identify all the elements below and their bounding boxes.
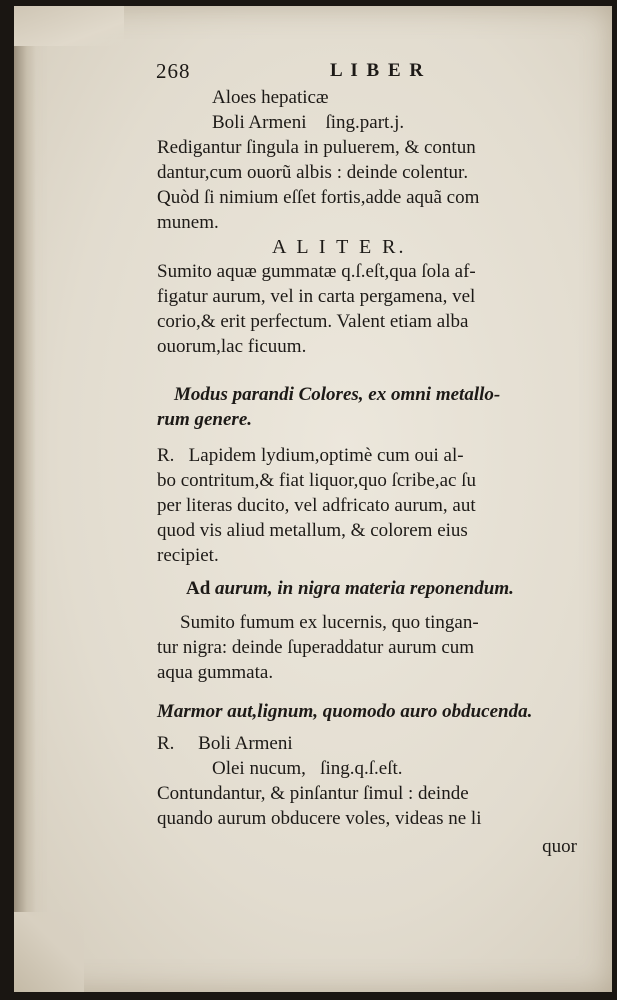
text-line: Contundantur, & pinſantur ſimul : deinde	[157, 783, 469, 804]
text-line: figatur aurum, vel in carta pergamena, vel	[157, 286, 476, 307]
text-line: recipiet.	[157, 545, 219, 566]
heading-ad-aurum-roman: Ad	[186, 578, 216, 599]
recipe-ingredient-2: Boli Armeni ſing.part.j.	[212, 112, 405, 133]
heading-marmor: Marmor aut,lignum, quomodo auro obducenda.	[157, 701, 533, 722]
heading-ad-aurum-italic: aurum, in nigra materia reponendum.	[215, 578, 514, 599]
text-line: dantur,cum ouorũ albis : deinde colentur.	[157, 162, 469, 183]
text-line: tur nigra: deinde ſuperaddatur aurum cum	[157, 637, 475, 658]
page-gutter-edge	[14, 6, 36, 992]
text-line: ouorum,lac ficuum.	[157, 336, 307, 357]
text-line: munem.	[157, 212, 219, 233]
text-line: bo contritum,& fiat liquor,quo ſcribe,ac ſu	[157, 470, 476, 491]
catchword: quor	[542, 836, 577, 857]
text-line: Sumito fumum ex lucernis, quo tingan-	[180, 612, 479, 633]
page-fold-bottom	[14, 912, 84, 992]
recipe-ingredient-1: Aloes hepaticæ	[212, 87, 329, 108]
text-line: per literas ducito, vel adfricato aurum, aut	[157, 495, 476, 516]
page-number: 268	[156, 59, 191, 83]
text-line: Sumito aquæ gummatæ q.ſ.eſt,qua ſola af-	[157, 261, 476, 282]
text-line: quando aurum obducere voles, videas ne li	[157, 808, 482, 829]
text-line: quod vis aliud metallum, & colorem eius	[157, 520, 468, 541]
running-title: L I B E R	[330, 60, 426, 81]
text-line: corio,& erit perfectum. Valent etiam alba	[157, 311, 469, 332]
text-line: Redigantur ſingula in puluerem, & contun	[157, 137, 476, 158]
heading-ad-aurum	[186, 578, 514, 600]
text-line: Quòd ſi nimium eſſet fortis,adde aquã com	[157, 187, 480, 208]
heading-modus-parandi-line1: Modus parandi Colores, ex omni metallo-	[174, 384, 501, 405]
text-line: R. Boli Armeni	[157, 733, 293, 754]
section-heading-aliter: A L I T E R.	[272, 236, 407, 258]
heading-modus-parandi-line2: rum genere.	[157, 409, 252, 430]
page-fold-top	[14, 6, 124, 46]
text-line: Olei nucum, ſing.q.ſ.eſt.	[212, 758, 403, 779]
text-line: R. Lapidem lydium,optimè cum oui al-	[157, 445, 464, 466]
text-line: aqua gummata.	[157, 662, 274, 683]
